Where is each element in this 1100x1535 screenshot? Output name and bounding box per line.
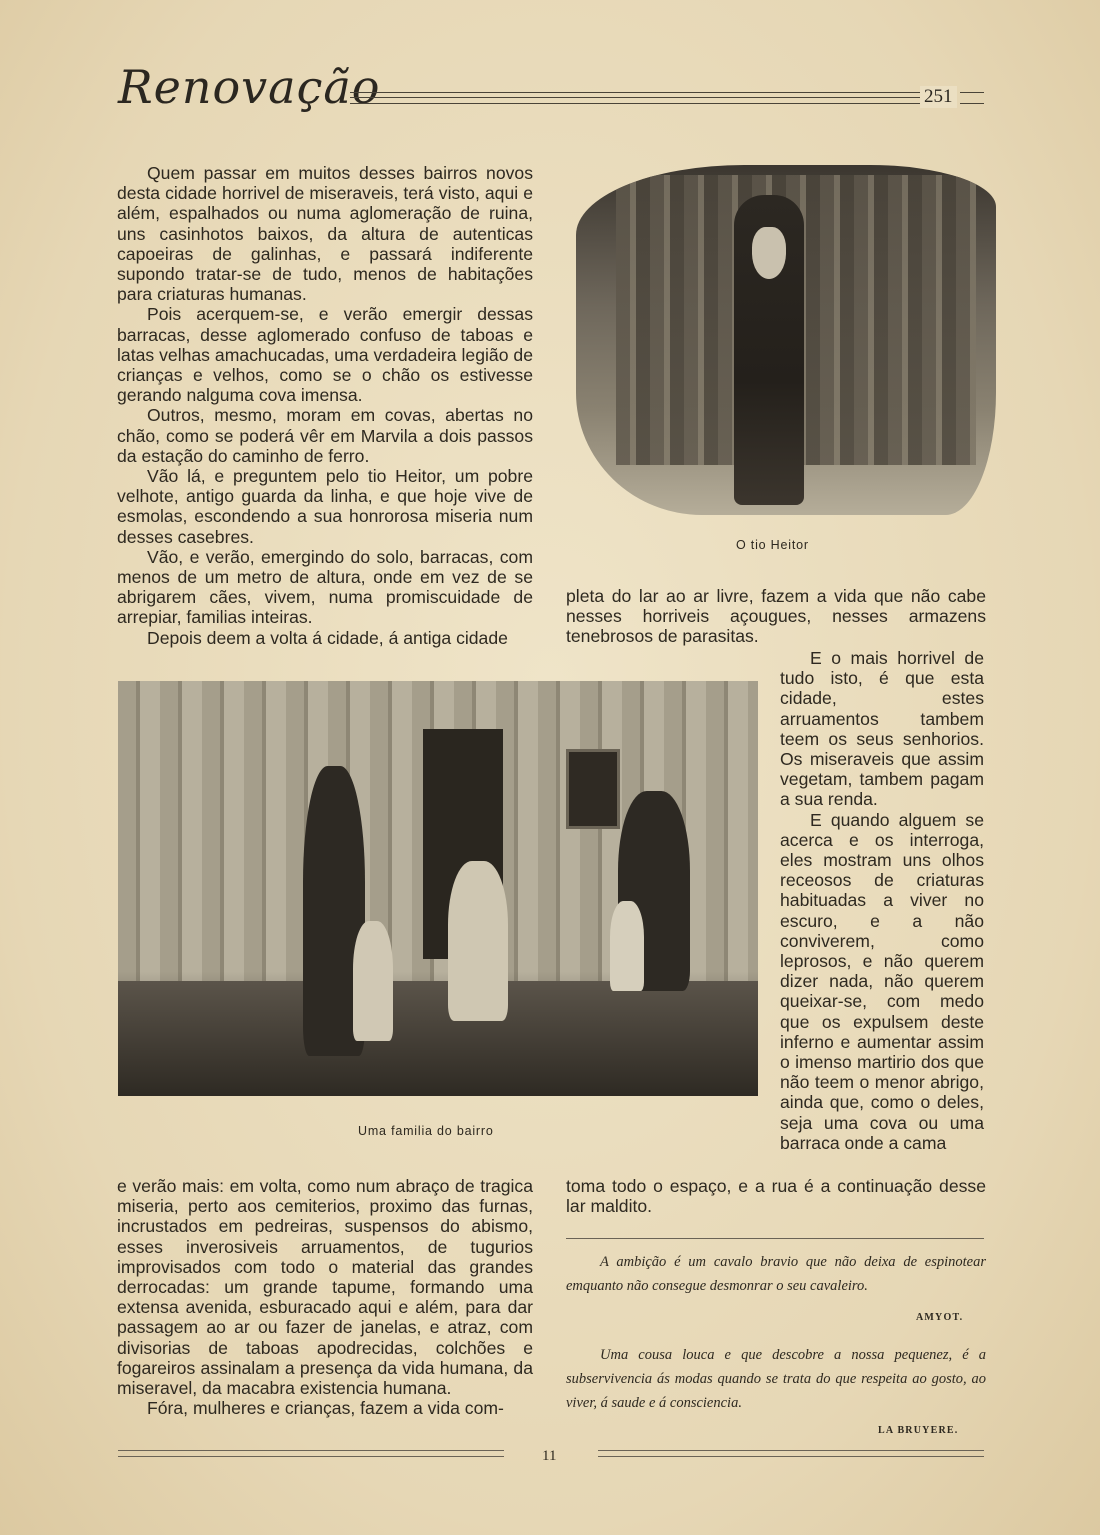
photo-window — [566, 749, 620, 829]
quote-author: LA BRUYERE. — [878, 1425, 959, 1436]
paragraph: Vão lá, e preguntem pelo tio Heitor, um pobre velhote, antigo guarda da linha, e que hoje vive de esmolas, escondendo a sua honrorosa miseria num desses casebres. — [117, 466, 533, 547]
article-column-right-bottom — [566, 1176, 986, 1216]
paragraph: Quem passar em muitos desses bairros novos desta cidade horrivel de miseraveis, terá visto, aqui e além, espalhados ou numa aglomeração de ruina, uns casinhotos baixos, da altura de autenticas capoeiras de galinhas, e passará indiferente supondo tratar-se de tudo, menos de habitações para criaturas humanas. — [117, 163, 533, 305]
paragraph: Outros, mesmo, moram em covas, abertas no chão, como se poderá vêr em Marvila a dois passos da estação do caminho de ferro. — [117, 405, 533, 466]
photo-ground — [118, 981, 758, 1096]
paragraph: E o mais horrivel de tudo isto, é que esta cidade, estes arruamentos tambem teem os seus senhorios. Os miseraveis que assim vegetam, tambem pagam a sua renda. — [780, 648, 984, 810]
masthead — [112, 58, 992, 128]
divider — [118, 1456, 504, 1457]
photo-child-left — [353, 921, 393, 1041]
paragraph: Fóra, mulheres e crianças, fazem a vida com- — [147, 1398, 504, 1419]
paragraph: Vão, e verão, emergindo do solo, barracas, com menos de um metro de altura, onde em vez de se abrigarem cães, vivem, numa promiscuidade de arrepiar, familias inteiras. — [117, 546, 533, 628]
paragraph: toma todo o espaço, e a rua é a continuação desse lar maldito. — [566, 1176, 986, 1217]
photo-familia-do-bairro — [118, 681, 758, 1096]
photo-child-right — [610, 901, 644, 991]
photo-beard — [752, 227, 786, 279]
article-column-left-bottom — [117, 1176, 533, 1418]
masthead-title: Renovação — [118, 60, 381, 114]
page-number: 251 — [920, 86, 957, 108]
paragraph: pleta do lar ao ar livre, fazem a vida que não cabe nesses horriveis açougues, nesses armazens tenebrosos de parasitas. — [566, 586, 986, 647]
quote-amyot — [566, 1250, 986, 1298]
photo-child-door — [448, 861, 508, 1021]
quote-text: Uma cousa louca e que descobre a nossa pequenez, é a subservivencia ás modas quando se trata do que respeita ao gosto, ao viver, á saude e á consciencia. — [566, 1347, 986, 1411]
paragraph: Pois acerquem-se, e verão emergir dessas barracas, desse aglomerado confuso de taboas e latas velhas amachucadas, uma verdadeira legião de crianças e velhos, como se o chão os estivesse gerando nalguma cova imensa. — [117, 304, 533, 406]
divider — [118, 1450, 504, 1451]
article-column-left-top — [117, 163, 533, 648]
folio-number: 11 — [542, 1448, 557, 1464]
paragraph: e verão mais: em volta, como num abraço de tragica miseria, perto aos cemiterios, proximo das furnas, incrustados em pedreiras, suspensos do abismo, esses inverosiveis arruamentos, de tugurios improvisados com todo o material das grandes derrocadas: um grande tapume, formando uma extensa avenida, esburacado aqui e além, para dar passagem ao ar ou fazer de janelas, e atraz, com divisorias de taboas apodrecidas, colchões e fogareiros assinalam a presença da vida humana, da miseravel, da macabra existencia humana. — [117, 1176, 533, 1399]
article-column-right-top — [566, 586, 986, 647]
masthead-rule — [350, 92, 950, 104]
divider — [598, 1450, 984, 1451]
quote-author: AMYOT. — [916, 1312, 964, 1323]
divider — [566, 1238, 984, 1239]
masthead-rule-tail — [960, 92, 984, 104]
article-column-right-narrow — [780, 648, 984, 1153]
divider — [598, 1456, 984, 1457]
paragraph: Depois deem a volta á cidade, á antiga cidade — [147, 627, 508, 648]
photo-caption-heitor: O tio Heitor — [736, 538, 809, 552]
quote-text: A ambição é um cavalo bravio que não deixa de espinotear emquanto não consegue desmonrar o seu cavaleiro. — [566, 1254, 986, 1294]
photo-tio-heitor — [576, 165, 996, 515]
paragraph: E quando alguem se acerca e os interroga, eles mostram uns olhos receosos de criaturas habituadas a viver no escuro, e a não conviverem, como leprosos, e não querem dizer nada, não querem queixar-se, com medo que os expulsem deste inferno e aumentar assim o imenso martirio dos que não teem o menor abrigo, ainda que, como o deles, seja uma cova ou uma barraca onde a cama — [780, 809, 984, 1153]
photo-caption-family: Uma familia do bairro — [358, 1124, 494, 1138]
quote-la-bruyere — [566, 1343, 986, 1415]
